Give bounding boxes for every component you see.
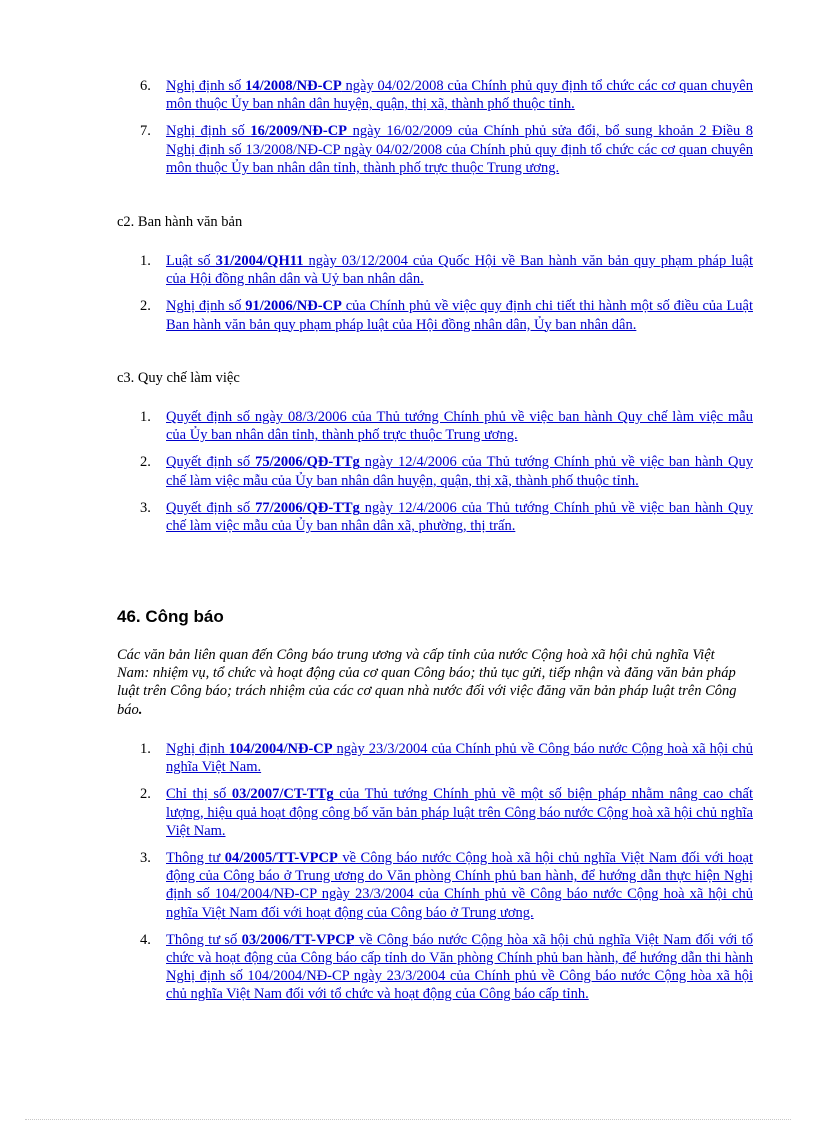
list-item <box>0 122 753 177</box>
document-code: 03/2007/CT-TTg <box>231 786 334 803</box>
link-text: Thông tư số <box>166 931 242 948</box>
item-number: 3. <box>140 850 151 867</box>
document-link[interactable] <box>166 253 753 287</box>
link-text: của Chính phủ về việc quy định chi tiết thi hành một số điều của Luật Ban hành văn bản quy phạm pháp luật của Hội đồng nhân dân, Ủy ban nhân dân. <box>166 298 753 333</box>
document-link[interactable] <box>166 409 753 443</box>
subsection-heading: c3. Quy chế làm việc <box>117 370 240 386</box>
item-number: 4. <box>140 931 151 948</box>
document-code: 91/2006/NĐ-CP <box>245 298 342 315</box>
document-code: 16/2009/NĐ-CP <box>250 123 348 140</box>
link-text: Luật số <box>166 253 216 269</box>
link-text: ngày 03/12/2004 của Quốc Hội về Ban hành văn bản quy phạm pháp luật của Hội đồng nhân dân và Uỷ ban nhân dân. <box>166 253 754 288</box>
link-text: Quyết định số <box>166 454 256 471</box>
item-number: 2. <box>140 454 151 471</box>
link-text: Chỉ thị số <box>166 786 232 803</box>
list-item <box>0 252 753 288</box>
link-text: Nghị định số <box>166 123 251 140</box>
link-text: của Thủ tướng Chính phủ về một số biện pháp nhằm nâng cao chất lượng, hiệu quả hoạt động công bố văn bản pháp luật trên Công báo nước Cộng hoà xã hội chủ nghĩa Việt Nam. <box>166 786 753 839</box>
link-text: ngày 12/4/2006 của Thủ tướng Chính phủ về việc ban hành Quy chế làm việc mẫu của Ủy ban nhân dân huyện, quận, thị xã, thành phố thuộc tỉnh. <box>166 454 753 489</box>
document-link[interactable] <box>166 123 753 175</box>
document-link[interactable] <box>166 500 753 534</box>
link-text: Thông tư <box>166 850 225 867</box>
document-code: 04/2005/TT-VPCP <box>224 850 338 867</box>
list-organization-decrees <box>0 77 753 186</box>
item-number: 2. <box>140 786 151 803</box>
section-heading: 46. Công báo <box>117 607 224 626</box>
list-item <box>0 931 753 1004</box>
link-text: về Công báo nước Cộng hoà xã hội chủ nghĩa Việt Nam đối với hoạt động của Công báo ở Trung ương do Văn phòng Chính phủ ban hành, để hướng dẫn thực hiện Nghị định số 104/2004/NĐ-CP ngày 23/3/2004 của Chính phủ về Công báo nước Cộng hoà xã hội chủ nghĩa Việt Nam đối với hoạt động của Công báo ở Trung ương. <box>166 850 753 921</box>
list-item <box>0 499 753 535</box>
list-gazette-documents <box>0 740 753 1013</box>
link-text: ngày 12/4/2006 của Thủ tướng Chính phủ về việc ban hành Quy chế làm việc mẫu của Ủy ban nhân dân xã, phường, thị trấn. <box>166 499 753 535</box>
document-link[interactable] <box>166 741 753 775</box>
page-bottom-divider <box>25 1119 791 1120</box>
item-number: 7. <box>140 123 151 140</box>
item-number: 1. <box>140 741 151 757</box>
subsection-heading: c2. Ban hành văn bản <box>117 214 243 230</box>
document-code: 77/2006/QĐ-TTg <box>255 499 360 516</box>
intro-text: Các văn bản liên quan đến Công báo trung ương và cấp tỉnh của nước Cộng hoà xã hội chủ nghĩa Việt Nam: nhiệm vụ, tổ chức và hoạt động của cơ quan Công báo; thủ tục gửi, tiếp nhận và đăng văn bản pháp luật trên Công báo; trách nhiệm của các cơ quan nhà nước đối với việc đăng văn bản pháp luật trên Công báo <box>117 647 737 718</box>
link-text: về Công báo nước Cộng hòa xã hội chủ nghĩa Việt Nam đối với tổ chức và hoạt động của Công báo cấp tỉnh do Văn phòng Chính phủ ban hành, để hướng dẫn thi hành Nghị định số 104/2004/NĐ-CP ngày 23/3/2004 của Chính phủ về Công báo nước Cộng hòa xã hội chủ nghĩa Việt Nam đối với tổ chức và hoạt động của Công báo cấp tỉnh. <box>166 931 753 1003</box>
document-code: 03/2006/TT-VPCP <box>241 931 355 948</box>
list-work-regulations <box>0 408 753 544</box>
item-number: 2. <box>140 298 151 315</box>
document-link[interactable] <box>166 454 753 488</box>
list-item <box>0 297 753 333</box>
document-link[interactable] <box>166 850 753 921</box>
document-link[interactable] <box>166 78 753 112</box>
item-number: 1. <box>140 409 151 425</box>
list-item <box>0 77 753 113</box>
link-text: ngày 16/02/2009 của Chính phủ sửa đổi, bổ sung khoản 2 Điều 8 Nghị định số 13/2008/NĐ-CP ngày 04/02/2008 của Chính phủ quy định tổ chức các cơ quan chuyên môn thuộc Ủy ban nhân dân tỉnh, thành phố trực thuộc Trung ương. <box>166 123 754 176</box>
link-text: ngày 23/3/2004 của Chính phủ về Công báo nước Cộng hoà xã hội chủ nghĩa Việt Nam. <box>166 741 754 776</box>
link-text: Nghị định số <box>166 78 246 94</box>
list-item <box>0 408 753 444</box>
intro-end: . <box>138 701 143 718</box>
document-link[interactable] <box>166 298 753 332</box>
document-code: 31/2004/QH11 <box>215 253 304 269</box>
document-code: 14/2008/NĐ-CP <box>245 78 342 94</box>
link-text: ngày 04/02/2008 của Chính phủ quy định tổ chức các cơ quan chuyên môn thuộc Ủy ban nhân dân huyện, quận, thị xã, thành phố thuộc tỉnh. <box>166 78 753 113</box>
document-code: 104/2004/NĐ-CP <box>228 741 333 757</box>
section-intro <box>117 646 747 719</box>
item-number: 3. <box>140 499 151 516</box>
list-legislation <box>0 252 753 343</box>
item-number: 1. <box>140 253 151 269</box>
document-code: 75/2006/QĐ-TTg <box>255 454 360 471</box>
item-number: 6. <box>140 78 151 94</box>
document-link[interactable] <box>166 932 753 1003</box>
link-text: Nghị định <box>166 741 229 757</box>
document-link[interactable] <box>166 786 753 838</box>
list-item <box>0 740 753 776</box>
link-text: Quyết định số ngày 08/3/2006 của Thủ tướng Chính phủ về việc ban hành Quy chế làm việc mẫu của Ủy ban nhân dân tỉnh, thành phố trực thuộc Trung ương. <box>166 409 753 444</box>
link-text: Nghị định số <box>166 298 246 315</box>
list-item <box>0 849 753 922</box>
link-text: Quyết định số <box>166 499 256 516</box>
list-item <box>0 453 753 489</box>
list-item <box>0 785 753 840</box>
